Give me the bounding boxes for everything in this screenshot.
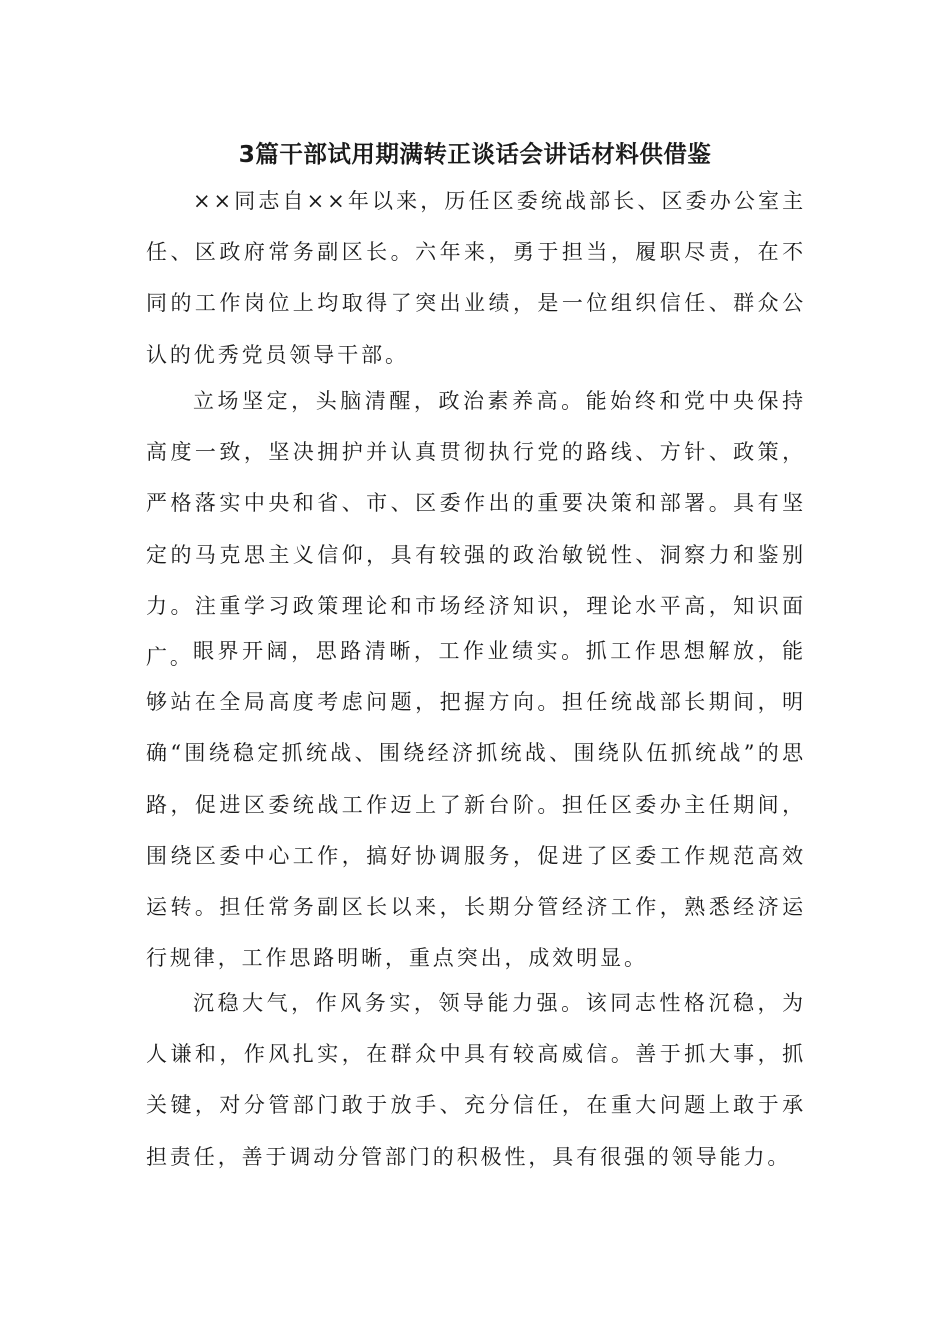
body-paragraph-2: 立场坚定，头脑清醒，政治素养高。能始终和党中央保持高度一致，坚决拥护并认真贯彻执行党的路线、方针、政策，严格落实中央和省、市、区委作出的重要决策和部署。具有坚定的马克思主义信仰，具有较强的政治敏锐性、洞察力和鉴别力。注重学习政策理论和市场经济知识，理论水平高，知识面广。 [146, 389, 806, 670]
body-paragraph-4: 沉稳大气，作风务实，领导能力强。该同志性格沉稳，为人谦和，作风扎实，在群众中具有较高威信。善于抓大事，抓关键，对分管部门敢于放手、充分信任，在重大问题上敢于承担责任，善于调动分管部门的积极性，具有很强的领导能力。 [146, 991, 806, 1169]
body-paragraph-3: 眼界开阔，思路清晰，工作业绩实。抓工作思想解放，能够站在全局高度考虑问题，把握方向。担任统战部长期间，明确“围绕稳定抓统战、围绕经济抓统战、围绕队伍抓统战”的思路，促进区委统战工作迈上了新台阶。担任区委办主任期间，围绕区委中心工作，搞好协调服务，促进了区委工作规范高效运转。担任常务副区长以来，长期分管经济工作，熟悉经济运行规律，工作思路明晰，重点突出，成效明显。 [146, 639, 806, 971]
document-title: 3篇干部试用期满转正谈话会讲话材料供借鉴 [238, 140, 712, 168]
body-paragraph-1: ××同志自××年以来，历任区委统战部长、区委办公室主任、区政府常务副区长。六年来，勇于担当，履职尽责，在不同的工作岗位上均取得了突出业绩，是一位组织信任、群众公认的优秀党员领导干部。 [146, 189, 806, 367]
